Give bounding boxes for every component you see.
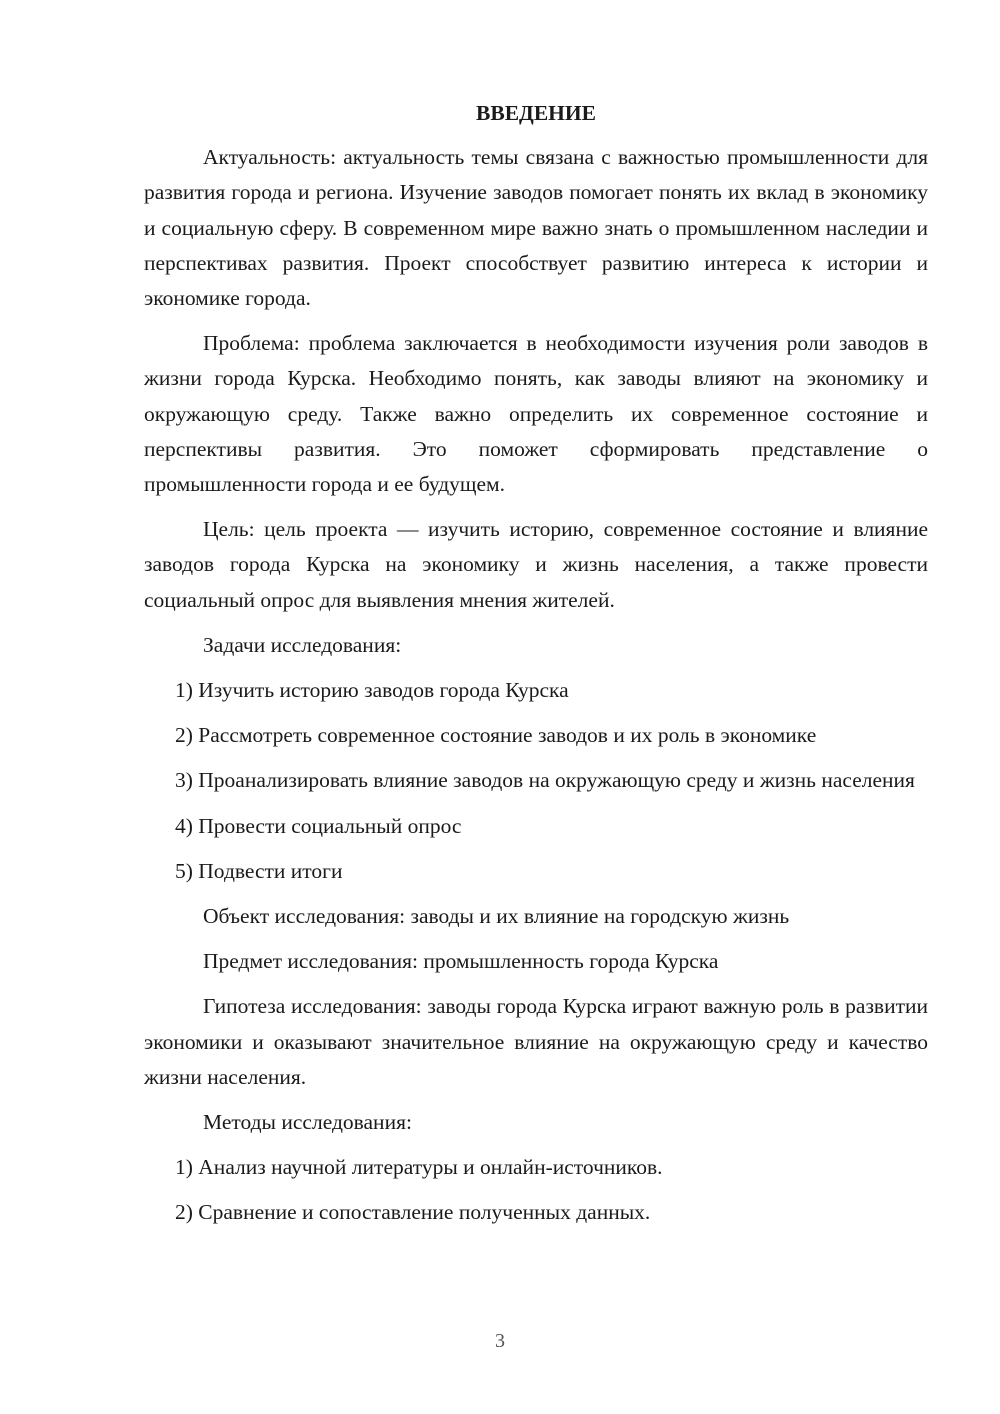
task-item-5: 5) Подвести итоги — [175, 858, 343, 883]
methods-heading: Методы исследования: — [203, 1110, 412, 1135]
tasks-heading: Задачи исследования: — [203, 632, 402, 657]
task-item-1: 1) Изучить историю заводов города Курска — [175, 678, 569, 703]
method-item-1: 1) Анализ научной литературы и онлайн-источников. — [175, 1155, 663, 1180]
paragraph-problem: Проблема: проблема заключается в необходимости изучения роли заводов в жизни города Курска. Необходимо понять, как заводы влияют на экономику и окружающую среду. Также важно определить их современное состояние и перспективы развития. Это поможет сформировать представление о промышленности города и ее будущем. — [144, 331, 928, 497]
task-item-2: 2) Рассмотреть современное состояние заводов и их роль в экономике — [175, 723, 817, 748]
task-item-4: 4) Провести социальный опрос — [175, 813, 462, 838]
method-item-2: 2) Сравнение и сопоставление полученных данных. — [175, 1200, 651, 1225]
paragraph-goal: Цель: цель проекта — изучить историю, современное состояние и влияние заводов города Курска на экономику и жизнь населения, а также провести социальный опрос для выявления мнения жителей. — [144, 517, 928, 612]
paragraph-subject: Предмет исследования: промышленность города Курска — [203, 949, 719, 974]
paragraph-hypothesis: Гипотеза исследования: заводы города Курска играют важную роль в развитии экономики и оказывают значительное влияние на окружающую среду и качество жизни населения. — [144, 994, 928, 1089]
paragraph-relevance: Актуальность: актуальность темы связана с важностью промышленности для развития города и региона. Изучение заводов помогает понять их вклад в экономику и социальную сферу. В современном мире важно знать о промышленном наследии и перспективах развития. Проект способствует развитию интереса к истории и экономике города. — [144, 145, 928, 311]
section-title: ВВЕДЕНИЕ — [476, 101, 596, 125]
page-number: 3 — [495, 1330, 505, 1352]
document-page — [144, 96, 928, 1241]
task-item-3: 3) Проанализировать влияние заводов на окружающую среду и жизнь населения — [175, 768, 915, 793]
paragraph-object: Объект исследования: заводы и их влияние на городскую жизнь — [203, 904, 790, 929]
